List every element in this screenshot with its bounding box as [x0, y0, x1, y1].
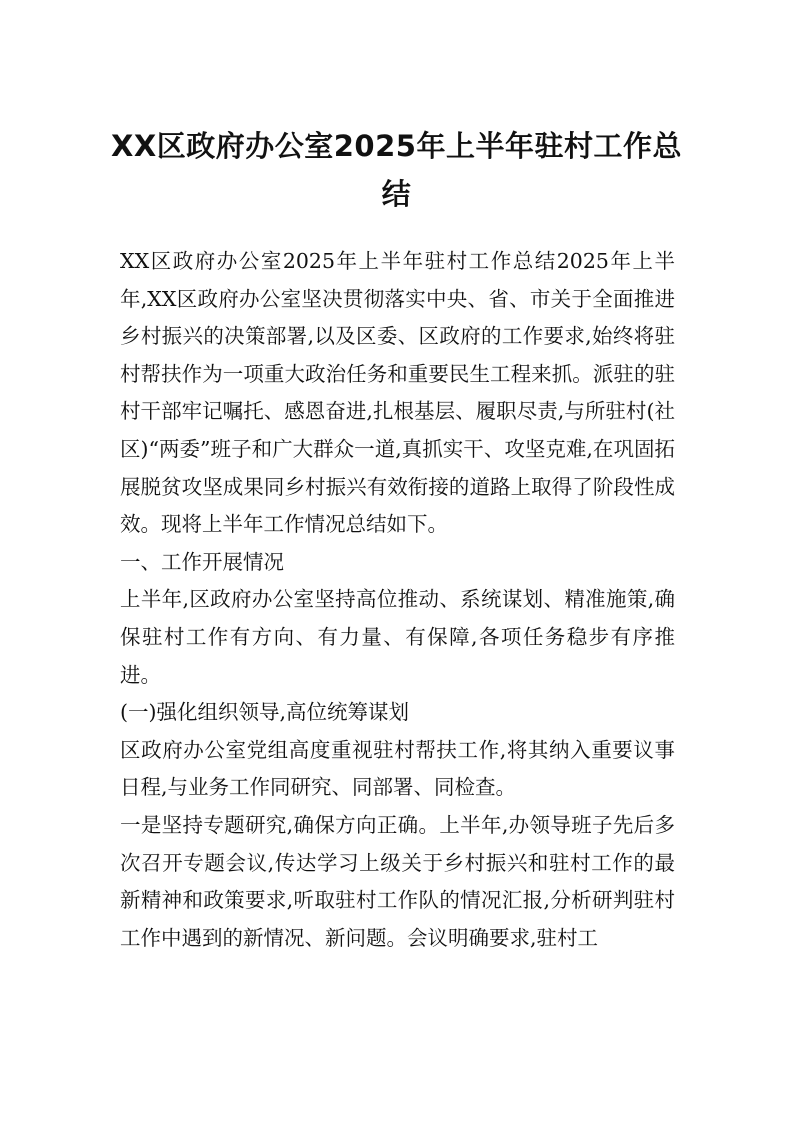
paragraph: 区政府办公室党组高度重视驻村帮扶工作,将其纳入重要议事日程,与业务工作同研究、同部署、同检查。: [120, 737, 675, 800]
paragraph-intro: XX区政府办公室2025年上半年驻村工作总结2025年上半年,XX区政府办公室坚决贯彻落实中央、省、市关于全面推进乡村振兴的决策部署,以及区委、区政府的工作要求,始终将驻村帮扶作为一项重大政治任务和重要民生工程来抓。派驻的驻村干部牢记嘱托、感恩奋进,扎根基层、履职尽责,与所驻村(社区)“两委”班子和广大群众一道,真抓实干、攻坚克难,在巩固拓展脱贫攻坚成果同乡村振兴有效衔接的道路上取得了阶段性成效。现将上半年工作情况总结如下。: [120, 249, 675, 537]
document-title: XX区政府办公室2025年上半年驻村工作总结: [111, 129, 682, 211]
section-heading: 一、工作开展情况: [120, 549, 284, 574]
paragraph: 一是坚持专题研究,确保方向正确。上半年,办领导班子先后多次召开专题会议,传达学习上级关于乡村振兴和驻村工作的最新精神和政策要求,听取驻村工作队的情况汇报,分析研判驻村工作中遇到的新情况、新问题。会议明确要求,驻村工: [120, 812, 675, 950]
document-body: [120, 243, 675, 957]
paragraph: 上半年,区政府办公室坚持高位推动、系统谋划、精准施策,确保驻村工作有方向、有力量、有保障,各项任务稳步有序推进。: [120, 587, 675, 687]
subsection-heading: (一)强化组织领导,高位统筹谋划: [120, 700, 410, 725]
